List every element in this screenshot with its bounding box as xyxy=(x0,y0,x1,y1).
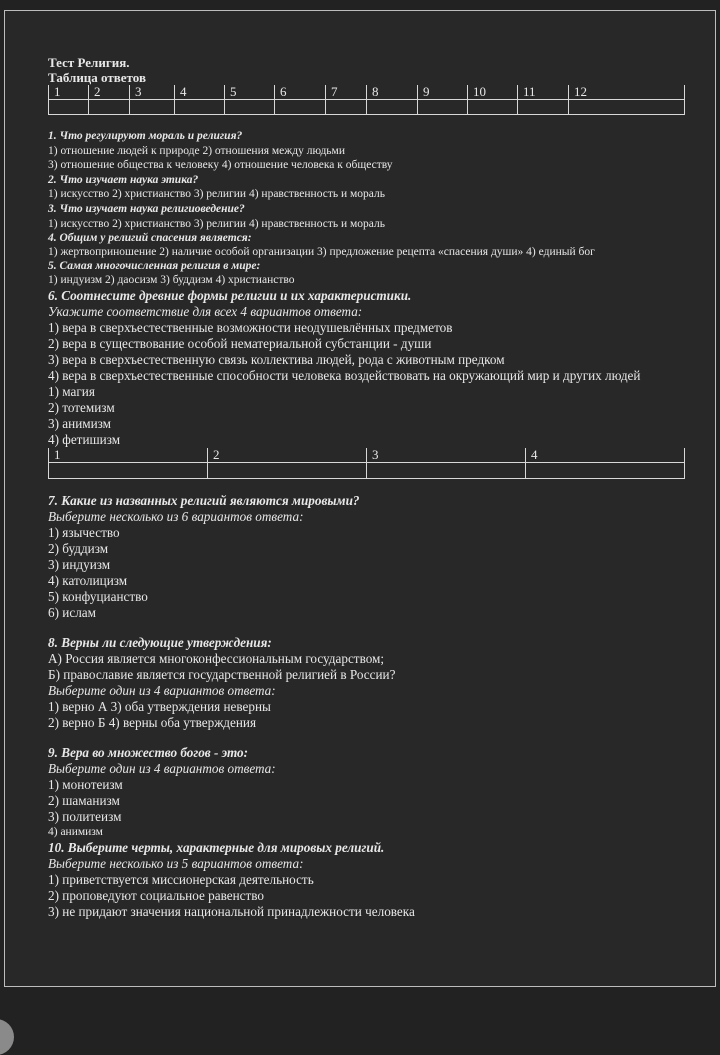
answer-cell-number: 9 xyxy=(418,85,468,100)
matching-table xyxy=(48,448,685,479)
matching-cell-number: 1 xyxy=(49,448,208,463)
question-7: 7. Какие из названных религий являются мировыми? xyxy=(48,492,360,508)
document-page xyxy=(4,10,716,987)
answer-cell[interactable] xyxy=(225,100,275,115)
matching-cell[interactable] xyxy=(526,462,685,478)
answers-table xyxy=(48,85,685,115)
answer-cell-number: 8 xyxy=(367,85,418,100)
matching-cell[interactable] xyxy=(49,462,208,478)
option-line: 3) не придают значения национальной принадлежности человека xyxy=(48,903,415,919)
question-1: 1. Что регулируют мораль и религия? xyxy=(48,130,243,142)
option-line: 1) искусство 2) христианство 3) религии 4) нравственность и мораль xyxy=(48,217,385,230)
option-line: 1) отношение людей к природе 2) отношения между людьми xyxy=(48,144,345,157)
instruction: Выберите несколько из 5 вариантов ответа: xyxy=(48,855,304,871)
answer-cell[interactable] xyxy=(175,100,225,115)
option-line: 3) индуизм xyxy=(48,556,111,572)
option-line: 2) тотемизм xyxy=(48,399,115,415)
matching-cell-number: 3 xyxy=(367,448,526,463)
option-line: 2) вера в существование особой нематериальной субстанции - души xyxy=(48,335,432,351)
instruction: Выберите один из 4 вариантов ответа: xyxy=(48,682,276,698)
answer-cell-number: 1 xyxy=(49,85,89,100)
option-line: 1) верно А 3) оба утверждения неверны xyxy=(48,698,271,714)
option-line: 1) индуизм 2) даосизм 3) буддизм 4) христианство xyxy=(48,274,295,287)
option-line: 2) верно Б 4) верны оба утверждения xyxy=(48,714,257,730)
question-8: 8. Верны ли следующие утверждения: xyxy=(48,634,272,650)
matching-cell-number: 4 xyxy=(526,448,685,463)
option-line: 3) вера в сверхъестественную связь коллектива людей, рода с животным предком xyxy=(48,351,505,367)
option-line: 4) анимизм xyxy=(48,825,103,838)
statement-line: Б) православие является государственной религией в России? xyxy=(48,666,396,682)
option-line: 1) монотеизм xyxy=(48,776,123,792)
answer-cell[interactable] xyxy=(468,100,518,115)
answer-cell[interactable] xyxy=(418,100,468,115)
option-line: 1) искусство 2) христианство 3) религии 4) нравственность и мораль xyxy=(48,188,385,201)
option-line: 4) вера в сверхъестественные способности человека воздействовать на окружающий мир и других людей xyxy=(48,367,641,383)
answer-cell-number: 12 xyxy=(569,85,685,100)
instruction: Выберите несколько из 6 вариантов ответа: xyxy=(48,508,304,524)
option-line: 3) отношение общества к человеку 4) отношение человека к обществу xyxy=(48,159,393,172)
option-line: 6) ислам xyxy=(48,604,96,620)
answer-cell-number: 3 xyxy=(130,85,175,100)
question-6: 6. Соотнесите древние формы религии и их характеристики. xyxy=(48,287,412,303)
answer-cell-number: 11 xyxy=(518,85,569,100)
answer-cell[interactable] xyxy=(326,100,367,115)
question-9: 9. Вера во множество богов - это: xyxy=(48,744,249,760)
answers-table-label: Таблица ответов xyxy=(48,70,146,85)
option-line: 1) язычество xyxy=(48,524,120,540)
option-line: 4) католицизм xyxy=(48,572,128,588)
question-2: 2. Что изучает наука этика? xyxy=(48,173,199,186)
option-line: 1) магия xyxy=(48,383,95,399)
answer-cell[interactable] xyxy=(130,100,175,115)
answer-cell-number: 5 xyxy=(225,85,275,100)
matching-cell-number: 2 xyxy=(208,448,367,463)
statement-line: А) Россия является многоконфессиональным государством; xyxy=(48,650,385,666)
question-4: 4. Общим у религий спасения является: xyxy=(48,232,252,245)
matching-cell[interactable] xyxy=(367,462,526,478)
answer-cell[interactable] xyxy=(367,100,418,115)
matching-cell[interactable] xyxy=(208,462,367,478)
option-line: 3) политеизм xyxy=(48,808,122,824)
answer-cell[interactable] xyxy=(569,100,685,115)
answer-cell[interactable] xyxy=(89,100,130,115)
answer-cell-number: 2 xyxy=(89,85,130,100)
option-line: 2) буддизм xyxy=(48,540,109,556)
instruction: Выберите один из 4 вариантов ответа: xyxy=(48,760,276,776)
option-line: 2) проповедуют социальное равенство xyxy=(48,887,264,903)
option-line: 5) конфуцианство xyxy=(48,588,148,604)
option-line: 2) шаманизм xyxy=(48,792,120,808)
option-line: 3) анимизм xyxy=(48,415,112,431)
corner-decoration xyxy=(0,1019,14,1055)
instruction: Укажите соответствие для всех 4 вариантов ответа: xyxy=(48,303,363,319)
answer-cell[interactable] xyxy=(518,100,569,115)
question-3: 3. Что изучает наука религиоведение? xyxy=(48,202,245,215)
answer-cell-number: 10 xyxy=(468,85,518,100)
test-title: Тест Религия. xyxy=(48,55,130,70)
option-line: 1) вера в сверхъестественные возможности неодушевлённых предметов xyxy=(48,319,453,335)
option-line: 1) приветствуется миссионерская деятельность xyxy=(48,871,314,887)
answer-cell[interactable] xyxy=(275,100,326,115)
option-line: 1) жертвоприношение 2) наличие особой организации 3) предложение рецепта «спасения души» 4) единый бог xyxy=(48,245,595,258)
answer-cell[interactable] xyxy=(49,100,89,115)
question-10: 10. Выберите черты, характерные для мировых религий. xyxy=(48,839,385,855)
option-line: 4) фетишизм xyxy=(48,431,121,447)
answer-cell-number: 4 xyxy=(175,85,225,100)
document-content xyxy=(48,55,684,920)
answer-cell-number: 7 xyxy=(326,85,367,100)
question-5: 5. Самая многочисленная религия в мире: xyxy=(48,259,261,272)
answer-cell-number: 6 xyxy=(275,85,326,100)
